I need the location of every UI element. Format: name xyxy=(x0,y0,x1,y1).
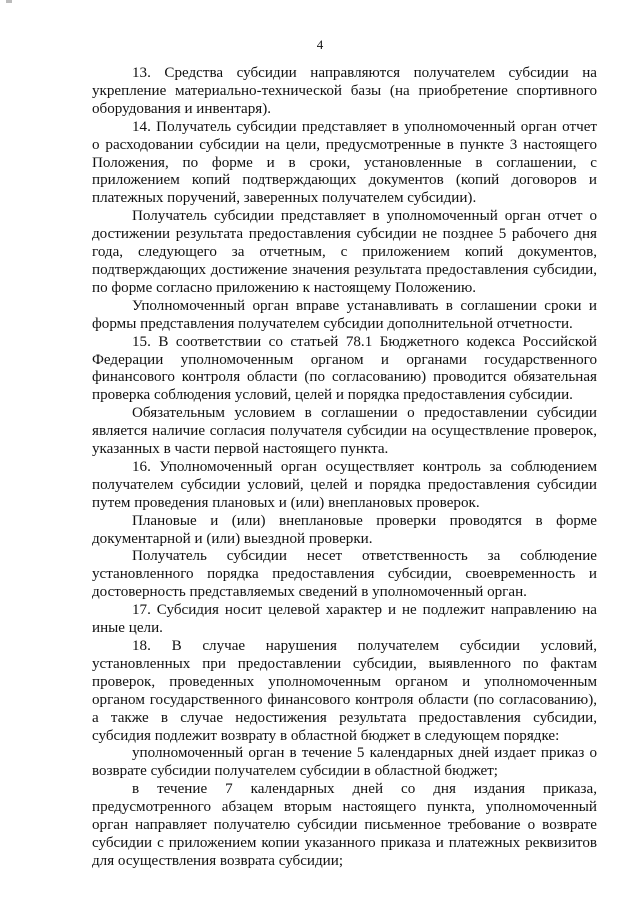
paragraph-14-additional-reporting: Уполномоченный орган вправе устанавливать в соглашении сроки и формы представления получателем субсидии дополнительной отчетности. xyxy=(92,297,597,332)
scan-artifact xyxy=(6,0,12,3)
paragraph-15-consent-condition: Обязательным условием в соглашении о предоставлении субсидии является наличие согласия получателя субсидии на осуществление проверок, указанных в части первой настоящего пункта. xyxy=(92,405,597,458)
paragraph-16: 16. Уполномоченный орган осуществляет контроль за соблюдением получателем субсидии условий, целей и порядка предоставления субсидии путем проведения плановых и (или) внеплановых проверок. xyxy=(92,458,597,511)
paragraph-16-responsibility: Получатель субсидии несет ответственность за соблюдение установленного порядка предоставления субсидии, своевременность и достоверность представляемых сведений в уполномоченный орган. xyxy=(92,548,597,601)
paragraph-13: 13. Средства субсидии направляются получателем субсидии на укрепление материально-технической базы (на приобретение спортивного оборудования и инвентаря). xyxy=(92,65,597,117)
page-number: 4 xyxy=(316,37,324,52)
paragraph-14-report-deadline: Получатель субсидии представляет в уполномоченный орган отчет о достижении результата предоставления субсидии не позднее 5 рабочего дня года, следующего за отчетным, с приложением копий документов, подтверждающих достижение значения результата предоставления субсидии, по форме согласно приложению к настоящему Положению. xyxy=(92,208,597,296)
paragraph-18: 18. В случае нарушения получателем субсидии условий, установленных при предоставлении субсидии, выявленного по фактам проверок, проведенных уполномоченным органом и уполномоченным органом государственного финансового контроля области (по согласованию), а также в случае недостижения результата предоставления субсидии, субсидия подлежит возврату в областной бюджет в следующем порядке: xyxy=(92,638,597,744)
document-body xyxy=(92,65,597,871)
paragraph-14: 14. Получатель субсидии представляет в уполномоченный орган отчет о расходовании субсидии на цели, предусмотренные в пункте 3 настоящего Положения, по форме и в сроки, установленные в соглашении, с приложением копий подтверждающих документов (копий договоров и платежных поручений, заверенных получателем субсидии). xyxy=(92,118,597,207)
paragraph-15: 15. В соответствии со статьей 78.1 Бюджетного кодекса Российской Федерации уполномоченным органом и органами государственного финансового контроля области (по согласованию) проводится обязательная проверка соблюдения условий, целей и порядка предоставления субсидии. xyxy=(92,333,597,404)
paragraph-18-requirement: в течение 7 календарных дней со дня издания приказа, предусмотренного абзацем вторым настоящего пункта, уполномоченный орган направляет получателю субсидии письменное требование о возврате субсидии с приложением копии указанного приказа и платежных реквизитов для осуществления возврата субсидии; xyxy=(92,781,597,869)
paragraph-16-inspection-forms: Плановые и (или) внеплановые проверки проводятся в форме документарной и (или) выездной проверки. xyxy=(92,512,597,547)
paragraph-17: 17. Субсидия носит целевой характер и не подлежит направлению на иные цели. xyxy=(92,602,597,637)
paragraph-18-order: уполномоченный орган в течение 5 календарных дней издает приказ о возврате субсидии получателем субсидии в областной бюджет; xyxy=(92,745,597,780)
